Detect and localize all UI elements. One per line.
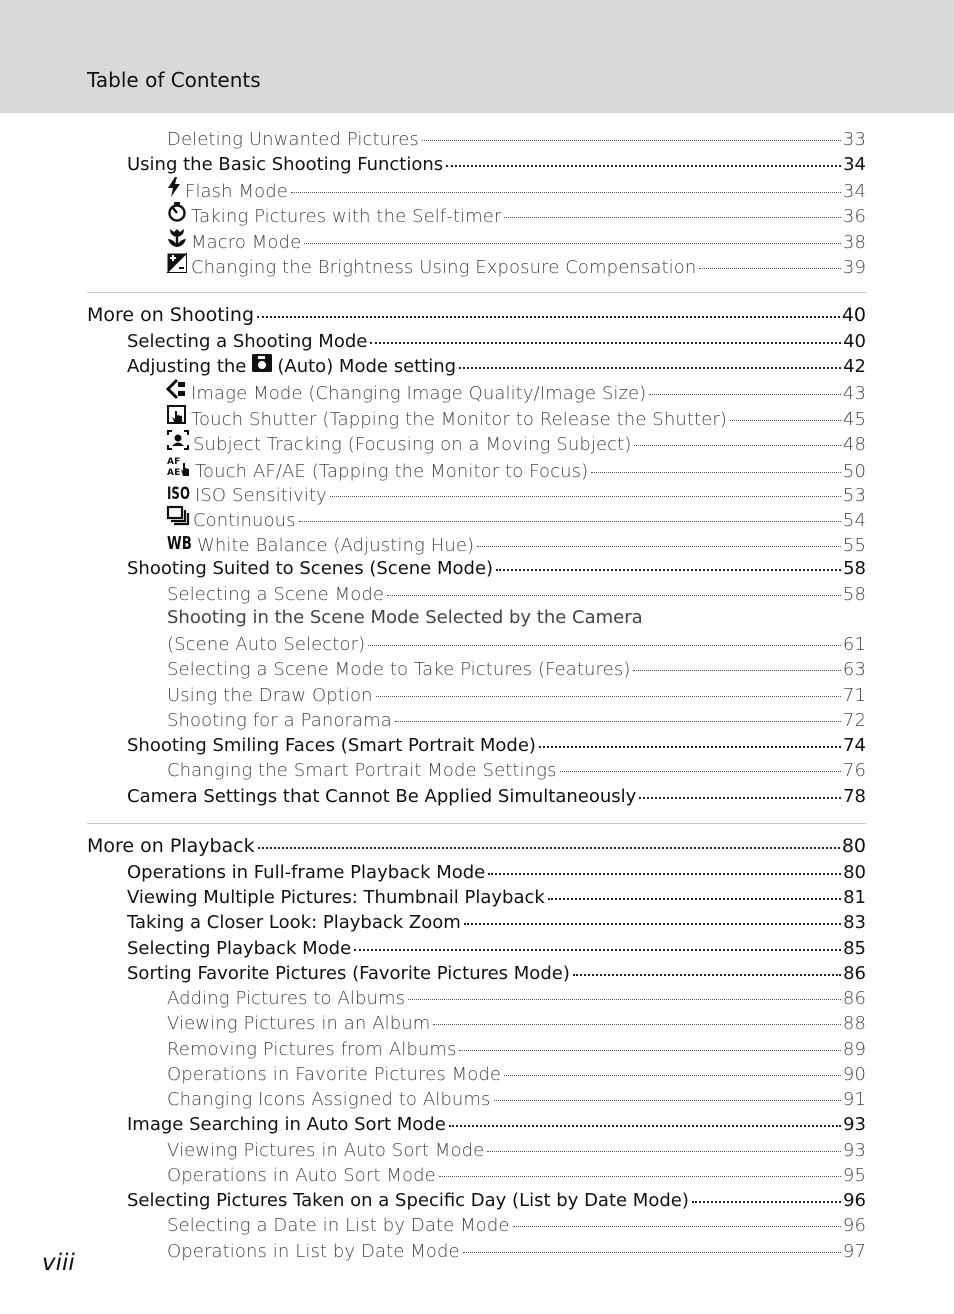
- toc-entry[interactable]: [167, 1239, 866, 1262]
- toc-entry[interactable]: [167, 506, 866, 531]
- toc-entry[interactable]: [127, 1112, 866, 1135]
- toc-entry[interactable]: [167, 632, 866, 655]
- svg-text:ISO: ISO: [167, 484, 190, 504]
- toc-page-number: 36: [842, 206, 866, 227]
- toc-entry[interactable]: [167, 481, 866, 506]
- toc-page-number: 93: [843, 1114, 866, 1135]
- toc-entry[interactable]: [167, 1087, 866, 1110]
- toc-page-number: 81: [843, 887, 866, 908]
- leader-dots: [446, 152, 841, 170]
- leader-dots: [504, 1062, 841, 1080]
- toc-page-number: 54: [842, 510, 866, 531]
- svg-text:WB: WB: [167, 533, 192, 554]
- toc-page-number: 93: [842, 1140, 866, 1161]
- toc-entry-label: Using the Basic Shooting Functions: [127, 154, 444, 175]
- leader-dots: [459, 1037, 840, 1055]
- section-divider: [87, 823, 866, 824]
- leader-dots: [422, 127, 841, 145]
- toc-entry[interactable]: [127, 961, 866, 984]
- toc-entry-label: Selecting a Date in List by Date Mode: [167, 1215, 510, 1236]
- section-divider: [87, 292, 866, 293]
- self-timer-icon: [167, 202, 187, 222]
- leader-dots: [504, 204, 840, 222]
- toc-entry-label: Flash Mode: [185, 181, 288, 202]
- toc-page-number: 74: [843, 735, 866, 756]
- toc-page-number: 63: [842, 659, 866, 680]
- toc-entry-label: White Balance (Adjusting Hue): [197, 535, 475, 556]
- toc-entry-label: Changing the Brightness Using Exposure Compensation: [191, 257, 697, 278]
- touch-af-ae-icon: [167, 455, 191, 477]
- toc-entry[interactable]: [167, 430, 866, 455]
- leader-dots: [591, 459, 841, 477]
- toc-entry-label: Viewing Multiple Pictures: Thumbnail Playback: [127, 887, 545, 908]
- toc-entry[interactable]: [127, 1188, 866, 1211]
- macro-flower-icon: [167, 228, 187, 248]
- leader-dots: [395, 708, 841, 726]
- toc-entry[interactable]: [167, 228, 866, 253]
- toc-entry[interactable]: [127, 860, 866, 883]
- toc-entry-label: Taking Pictures with the Self-timer: [191, 206, 502, 227]
- header-title: Table of Contents: [87, 68, 261, 92]
- leader-dots: [633, 657, 840, 675]
- toc-page-number: 83: [843, 912, 866, 933]
- toc-entry-label: Operations in Favorite Pictures Mode: [167, 1064, 502, 1085]
- toc-entry[interactable]: [167, 986, 866, 1009]
- toc-page-number: 91: [842, 1089, 866, 1110]
- toc-entry-label[interactable]: Shooting in the Scene Mode Selected by the Camera: [167, 607, 643, 628]
- toc-page-number: 96: [843, 1190, 866, 1211]
- toc-entry[interactable]: [167, 1163, 866, 1186]
- toc-entry-label: Touch AF/AE (Tapping the Monitor to Focus): [195, 461, 589, 482]
- leader-dots: [299, 508, 841, 526]
- toc-entry-label: Selecting Pictures Taken on a Specific Day (List by Date Mode): [127, 1190, 689, 1211]
- toc-page-number: 48: [842, 434, 866, 455]
- white-balance-icon: [167, 531, 193, 554]
- leader-dots: [370, 329, 841, 347]
- toc-entry[interactable]: [87, 302, 866, 326]
- leader-dots: [496, 556, 841, 574]
- toc-page-number: 53: [842, 485, 866, 506]
- toc-entry[interactable]: [167, 1011, 866, 1034]
- toc-entry-label: Image Searching in Auto Sort Mode: [127, 1114, 446, 1135]
- leader-dots: [439, 1163, 841, 1181]
- toc-page-number: 61: [842, 634, 866, 655]
- toc-entry-label: Selecting Playback Mode: [127, 938, 352, 959]
- toc-entry-label: Adjusting the: [127, 356, 247, 377]
- toc-entry-label: Operations in Full-frame Playback Mode: [127, 862, 486, 883]
- leader-dots: [368, 632, 841, 650]
- toc-entry-label: Continuous: [193, 510, 296, 531]
- toc-entry-label: Selecting a Scene Mode to Take Pictures (Features): [167, 659, 631, 680]
- leader-dots: [463, 1239, 841, 1257]
- leader-dots: [408, 986, 841, 1004]
- toc-entry[interactable]: [127, 556, 866, 579]
- iso-icon: [167, 481, 191, 504]
- touch-shutter-icon: [167, 405, 187, 425]
- toc-entry[interactable]: [127, 784, 866, 807]
- toc-page-number: 58: [843, 558, 866, 579]
- toc-page-number: 39: [842, 257, 866, 278]
- leader-dots: [433, 1011, 840, 1029]
- toc-entry-label: Subject Tracking (Focusing on a Moving Subject): [193, 434, 632, 455]
- leader-dots: [649, 381, 841, 399]
- toc-entry-label: Adding Pictures to Albums: [167, 988, 406, 1009]
- toc-entry[interactable]: [167, 683, 866, 706]
- toc-page-number: 50: [842, 461, 866, 482]
- toc-entry[interactable]: [167, 657, 866, 680]
- toc-entry-label: Image Mode (Changing Image Quality/Image Size): [191, 383, 647, 404]
- toc-entry[interactable]: [167, 758, 866, 781]
- toc-entry-label: Touch Shutter (Tapping the Monitor to Release the Shutter): [191, 409, 727, 430]
- toc-entry[interactable]: [167, 405, 866, 430]
- toc-page-number: 38: [842, 232, 866, 253]
- toc-entry[interactable]: [167, 253, 866, 278]
- toc-entry-label: Operations in Auto Sort Mode: [167, 1165, 436, 1186]
- toc-entry[interactable]: [167, 127, 866, 150]
- toc-entry-label: Selecting a Scene Mode: [167, 584, 385, 605]
- toc-page-number: 90: [842, 1064, 866, 1085]
- svg-text:AF: AF: [167, 457, 181, 467]
- toc-entry[interactable]: [167, 455, 866, 482]
- toc-page-number: 34: [842, 181, 866, 202]
- leader-dots: [330, 483, 841, 501]
- leader-dots: [464, 910, 841, 928]
- toc-page-number: 80: [843, 862, 866, 883]
- leader-dots: [257, 302, 840, 321]
- toc-entry-label: Shooting Suited to Scenes (Scene Mode): [127, 558, 494, 579]
- toc-entry-label: (Scene Auto Selector): [167, 634, 366, 655]
- toc-entry-label: Viewing Pictures in an Album: [167, 1013, 431, 1034]
- toc-page-number: 96: [842, 1215, 866, 1236]
- toc-page-number: 34: [843, 154, 866, 175]
- toc-entry[interactable]: [167, 177, 866, 202]
- toc-entry-label: ISO Sensitivity: [195, 485, 327, 506]
- toc-entry-label: Using the Draw Option: [167, 685, 373, 706]
- toc-entry-label: Changing the Smart Portrait Mode Settings: [167, 760, 557, 781]
- leader-dots: [304, 230, 841, 248]
- toc-entry-label: Deleting Unwanted Pictures: [167, 129, 419, 150]
- toc-page-number: 42: [843, 356, 866, 377]
- svg-text:AE: AE: [167, 468, 181, 478]
- leader-dots: [573, 961, 841, 979]
- toc-entry[interactable]: [127, 329, 866, 352]
- toc-page-number: 45: [842, 409, 866, 430]
- leader-dots: [487, 1138, 841, 1156]
- toc-entry-label: Macro Mode: [191, 232, 302, 253]
- leader-dots: [291, 179, 841, 197]
- leader-dots: [488, 860, 841, 878]
- toc-page-number: 86: [843, 963, 866, 984]
- exposure-compensation-icon: [167, 253, 187, 273]
- toc-page-number: 97: [842, 1241, 866, 1262]
- toc-page-number: 58: [842, 584, 866, 605]
- leader-dots: [449, 1112, 841, 1130]
- toc-page-number: 85: [843, 938, 866, 959]
- toc-entry-label: Sorting Favorite Pictures (Favorite Pictures Mode): [127, 963, 570, 984]
- toc-entry-label: More on Shooting: [87, 304, 255, 326]
- continuous-icon: [167, 506, 189, 526]
- toc-entry-label: Viewing Pictures in Auto Sort Mode: [167, 1140, 485, 1161]
- toc-page-number: 88: [842, 1013, 866, 1034]
- toc-entry-label: Removing Pictures from Albums: [167, 1039, 457, 1060]
- toc-entry[interactable]: [127, 733, 866, 756]
- flash-icon: [167, 177, 181, 197]
- leader-dots: [692, 1188, 841, 1206]
- toc-entry[interactable]: [167, 531, 866, 556]
- toc-entry-label: Shooting for a Panorama: [167, 710, 392, 731]
- leader-dots: [539, 733, 841, 751]
- toc-page-number: 80: [841, 835, 866, 857]
- toc-entry-label: Taking a Closer Look: Playback Zoom: [127, 912, 461, 933]
- image-mode-icon: [167, 379, 187, 399]
- toc-entry-label: Selecting a Shooting Mode: [127, 331, 368, 352]
- leader-dots: [258, 833, 840, 852]
- toc-page-number: 71: [842, 685, 866, 706]
- toc-page-number: 76: [842, 760, 866, 781]
- leader-dots: [477, 533, 841, 551]
- toc-entry-label: Changing Icons Assigned to Albums: [167, 1089, 491, 1110]
- toc-page-number: 72: [842, 710, 866, 731]
- leader-dots: [730, 407, 841, 425]
- toc-page-number: 40: [841, 304, 866, 326]
- toc-page-number: 78: [843, 786, 866, 807]
- toc-entry[interactable]: [167, 1062, 866, 1085]
- toc-entry[interactable]: [127, 354, 866, 377]
- toc-entry-label: More on Playback: [87, 835, 255, 857]
- toc-page-number: 43: [842, 383, 866, 404]
- toc-entry[interactable]: [167, 202, 866, 227]
- leader-dots: [634, 432, 840, 450]
- toc-entry[interactable]: [127, 885, 866, 908]
- toc-entry[interactable]: [167, 708, 866, 731]
- toc-entry[interactable]: [167, 1138, 866, 1161]
- toc-entry[interactable]: [167, 1037, 866, 1060]
- toc-entry-label: Operations in List by Date Mode: [167, 1241, 460, 1262]
- camera-icon: [252, 354, 272, 372]
- leader-dots: [354, 936, 841, 954]
- toc-entry[interactable]: [127, 910, 866, 933]
- toc-entry-label: Camera Settings that Cannot Be Applied Simultaneously: [127, 786, 637, 807]
- subject-tracking-icon: [167, 430, 189, 450]
- leader-dots: [387, 582, 841, 600]
- toc-page-number: 86: [842, 988, 866, 1009]
- leader-dots: [494, 1087, 841, 1105]
- toc-page-number: 33: [842, 129, 866, 150]
- toc-entry-label: (Auto) Mode setting: [277, 356, 457, 377]
- toc-page-number: 55: [842, 535, 866, 556]
- toc-entry[interactable]: [167, 379, 866, 404]
- toc-entry[interactable]: [127, 936, 866, 959]
- leader-dots: [376, 683, 841, 701]
- page-header: [0, 0, 954, 113]
- toc-entry[interactable]: [167, 582, 866, 605]
- toc-entry-label: Shooting Smiling Faces (Smart Portrait Mode): [127, 735, 536, 756]
- toc-entry[interactable]: [87, 833, 866, 857]
- toc-page-number: 95: [842, 1165, 866, 1186]
- leader-dots: [560, 758, 841, 776]
- leader-dots: [513, 1213, 841, 1231]
- leader-dots: [548, 885, 841, 903]
- toc-page-number: 89: [842, 1039, 866, 1060]
- toc-entry[interactable]: [167, 1213, 866, 1236]
- leader-dots: [459, 354, 841, 372]
- page-folio: viii: [42, 1250, 75, 1276]
- leader-dots: [699, 255, 841, 273]
- toc-entry[interactable]: [127, 152, 866, 175]
- toc-page-number: 40: [843, 331, 866, 352]
- leader-dots: [639, 784, 841, 802]
